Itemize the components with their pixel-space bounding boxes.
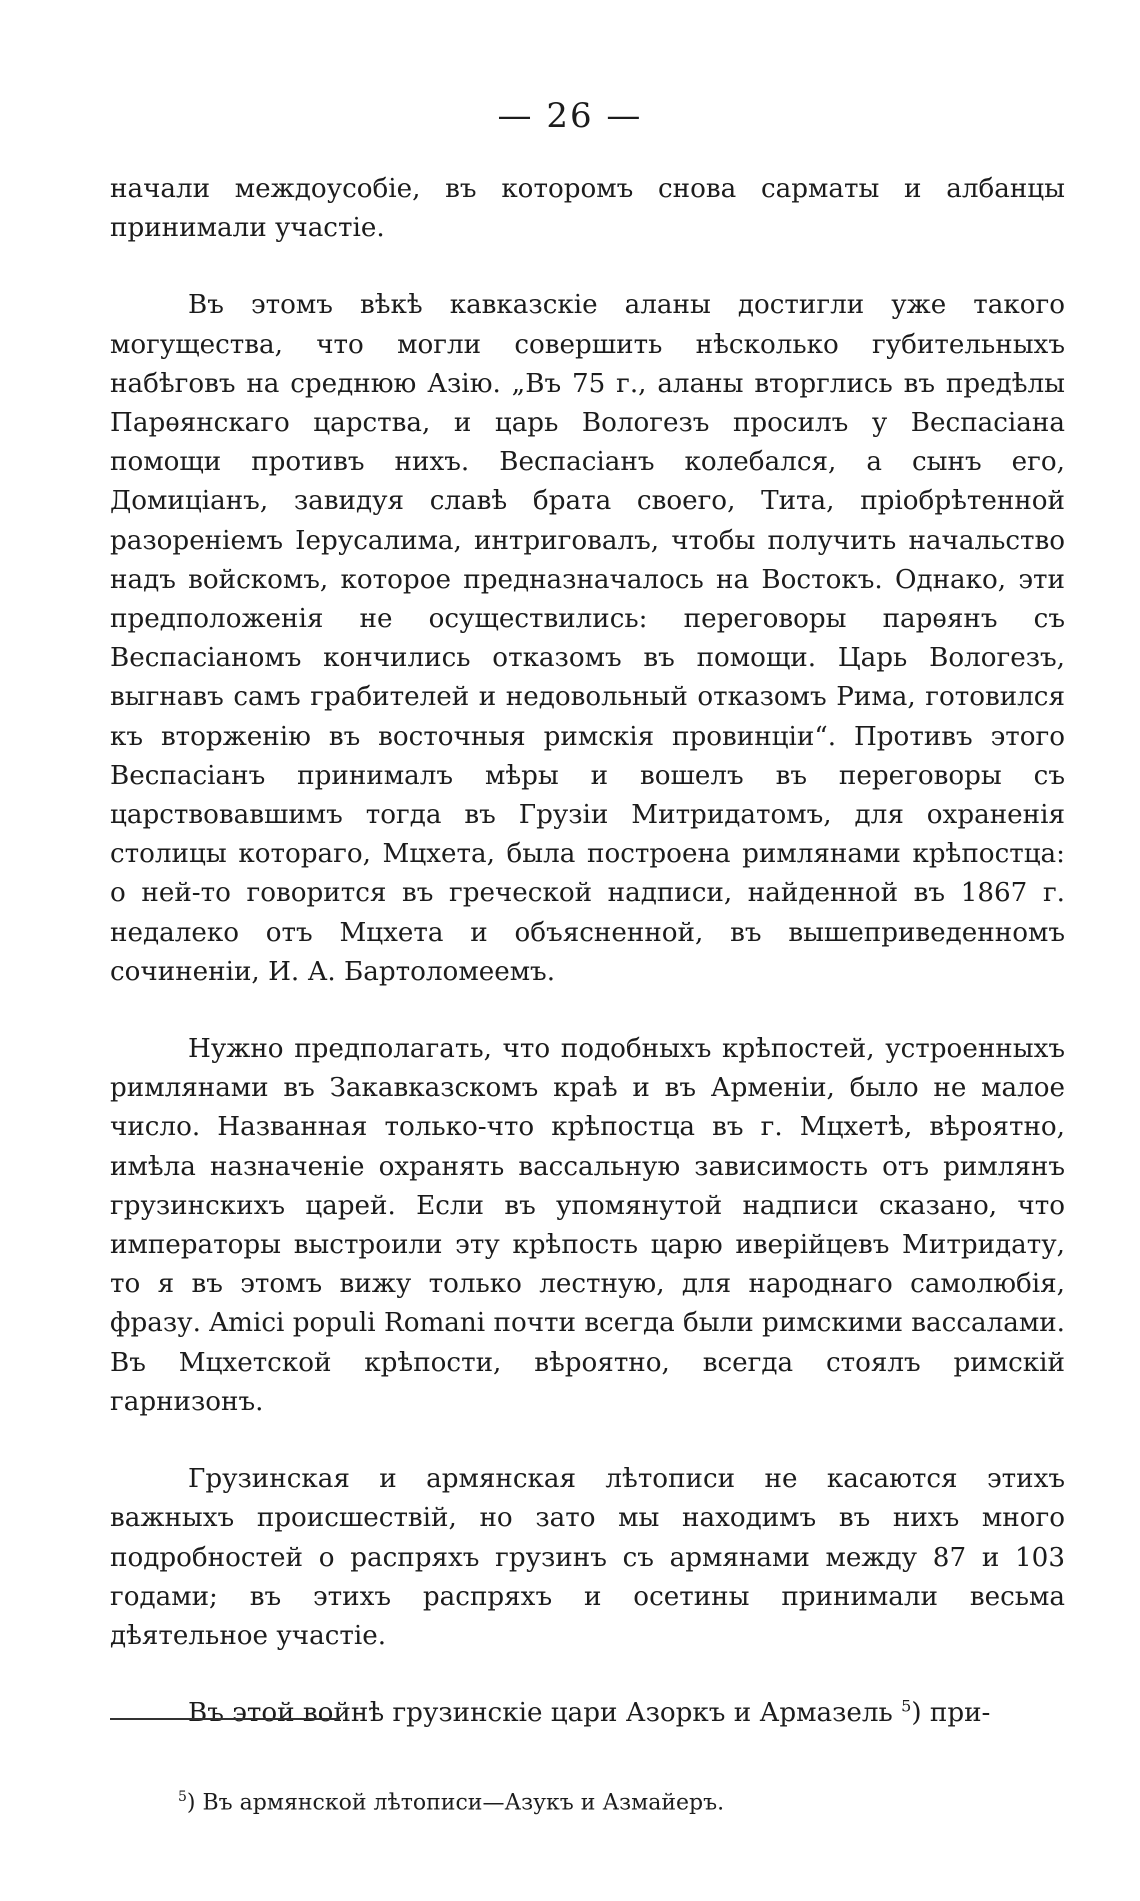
paragraph-5-text: Въ этой войнѣ грузинскіе цари Азоркъ и Армазель: [188, 1698, 893, 1729]
footnote-mark: 5: [178, 1789, 187, 1805]
footnote-divider: [110, 1718, 340, 1720]
paragraph-2: Въ этомъ вѣкѣ кавказскіе аланы достигли уже такого могущества, что могли совершить нѣсколько губительныхъ набѣговъ на среднюю Азію. „Въ 75 г., аланы вторглись въ предѣлы Парѳянскаго царства, и царь Вологезъ просилъ у Веспасіана помощи противъ нихъ. Веспасіанъ колебался, а сынъ его, Домиціанъ, завидуя славѣ брата своего, Тита, пріобрѣтенной разореніемъ Іерусалима, интриговалъ, чтобы получить начальство надъ войскомъ, которое предназначалось на Востокъ. Однако, эти предположенія не осуществились: переговоры парѳянъ съ Веспасіаномъ кончились отказомъ въ помощи. Царь Вологезъ, выгнавъ самъ грабителей и недовольный отказомъ Рима, готовился къ вторженію въ восточныя римскія провинціи“. Противъ этого Веспасіанъ принималъ мѣры и вошелъ въ переговоры съ царствовавшимъ тогда въ Грузіи Митридатомъ, для охраненія столицы котораго, Мцхета, была построена римлянами крѣпостца: о ней-то говорится въ греческой надписи, найденной въ 1867 г. недалеко отъ Мцхета и объясненной, въ вышеприведенномъ сочиненіи, И. А. Бартоломеемъ.: [110, 290, 1065, 987]
paragraph-5: [110, 1694, 1065, 1733]
footnote: [178, 1782, 1058, 1818]
paragraph-3: Нужно предполагать, что подобныхъ крѣпостей, устроенныхъ римлянами въ Закавказскомъ краѣ и въ Арменіи, было не малое число. Названная только-что крѣпостца въ г. Мцхетѣ, вѣроятно, имѣла назначеніе охранять вассальную зависимость отъ римлянъ грузинскихъ царей. Если въ упомянутой надписи сказано, что императоры выстроили эту крѣпость царю иверійцевъ Митридату, то я въ этомъ вижу только лестную, для народнаго самолюбія, фразу. Amici populi Romani почти всегда были римскими вассалами. Въ Мцхетской крѣпости, вѣроятно, всегда стоялъ римскій гарнизонъ.: [110, 1034, 1065, 1417]
footnote-text: ) Въ армянской лѣтописи—Азукъ и Азмайеръ.: [186, 1790, 725, 1816]
paragraph-1: начали междоусобіе, въ которомъ снова сарматы и албанцы принимали участіе.: [110, 174, 1065, 244]
page-number: — 26 —: [497, 96, 643, 136]
paragraph-4: Грузинская и армянская лѣтописи не касаются этихъ важныхъ происшествій, но зато мы находимъ въ нихъ много подробностей о распряхъ грузинъ съ армянами между 87 и 103 годами; въ этихъ распряхъ и осетины принимали весьма дѣятельное участіе.: [110, 1464, 1065, 1651]
paragraph-5-continuation: ) при-: [911, 1698, 991, 1729]
footnote-reference: 5: [901, 1696, 912, 1716]
body-text: [110, 170, 1065, 1733]
